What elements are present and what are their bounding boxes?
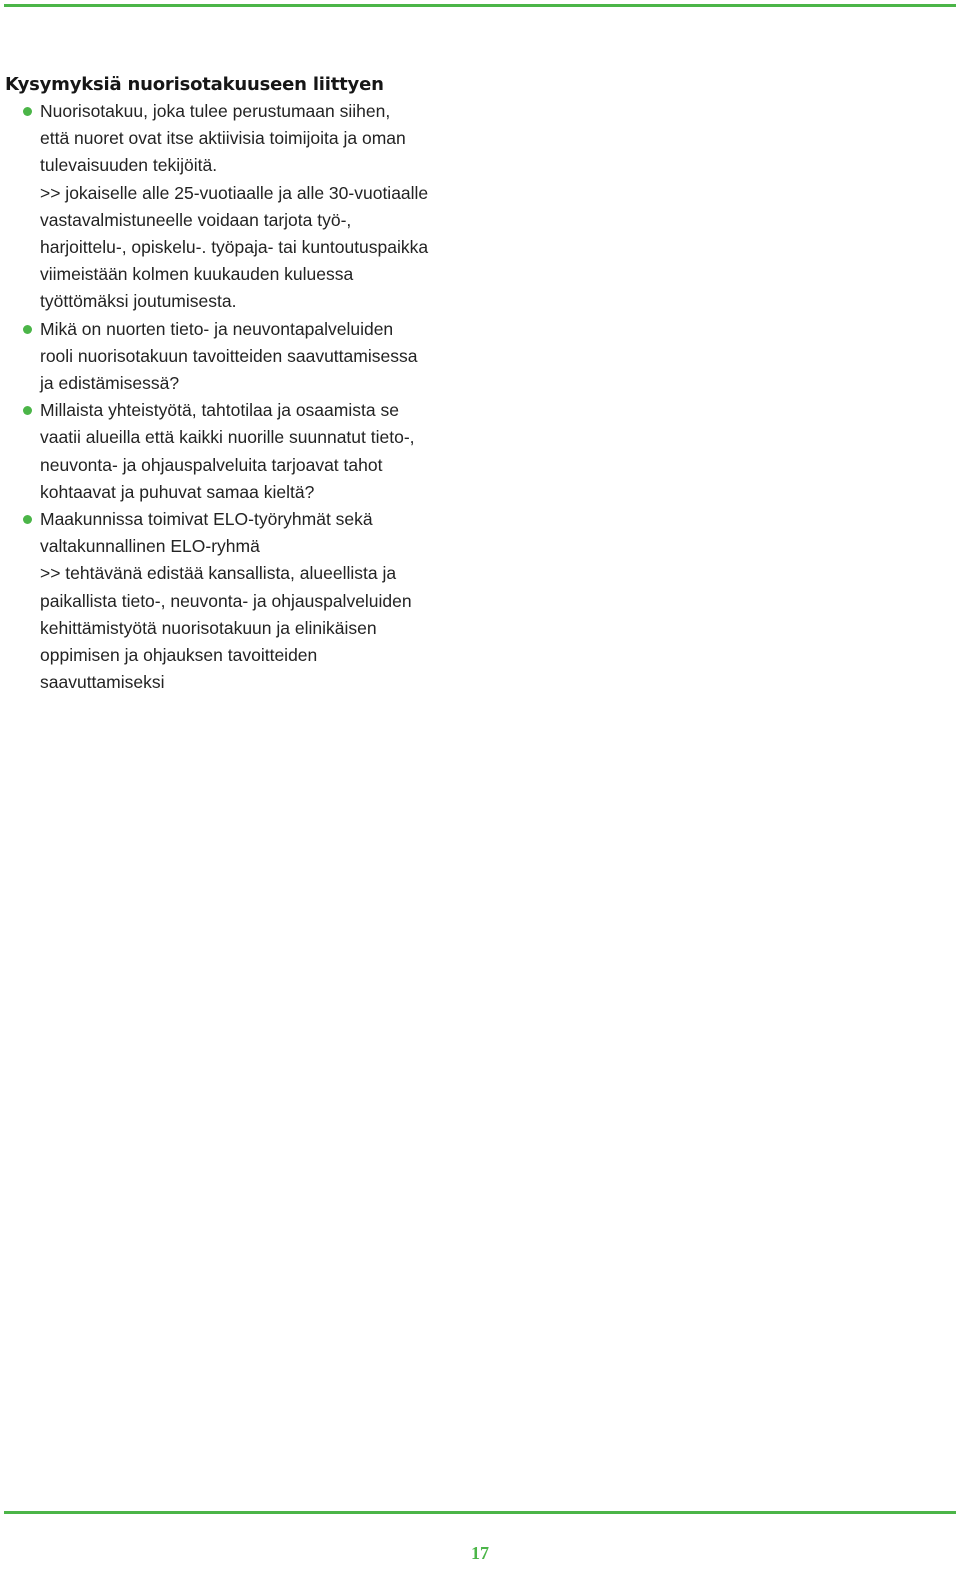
top-divider xyxy=(4,4,956,7)
list-item-line: ja edistämisessä? xyxy=(40,373,180,394)
section-heading: Kysymyksiä nuorisotakuuseen liittyen xyxy=(5,74,384,95)
list-item-line: >> jokaiselle alle 25-vuotiaalle ja alle 30-vuotiaalle xyxy=(40,182,429,203)
list-item-line: työttömäksi joutumisesta. xyxy=(40,291,237,312)
list-item xyxy=(5,506,475,696)
list-item-line: harjoittelu-, opiskelu-. työpaja- tai kuntoutuspaikka xyxy=(40,237,429,258)
list-item-line: >> tehtävänä edistää kansallista, alueellista ja xyxy=(40,563,397,584)
list-item-line: Mikä on nuorten tieto- ja neuvontapalveluiden xyxy=(40,318,394,339)
list-item-line: viimeistään kolmen kuukauden kuluessa xyxy=(40,264,354,285)
list-item-line: että nuoret ovat itse aktiivisia toimijoita ja oman xyxy=(40,128,406,149)
list-item-line: Millaista yhteistyötä, tahtotilaa ja osaamista se xyxy=(40,400,399,421)
list-item-line: vaatii alueilla että kaikki nuorille suunnatut tieto-, xyxy=(40,427,415,448)
list-item-line: paikallista tieto-, neuvonta- ja ohjauspalveluiden xyxy=(40,590,412,611)
list-item-line: rooli nuorisotakuun tavoitteiden saavuttamisessa xyxy=(40,345,418,366)
list-item-line: oppimisen ja ohjauksen tavoitteiden xyxy=(40,645,318,666)
list-item-line: Maakunnissa toimivat ELO-työryhmät sekä xyxy=(40,509,373,530)
bullet-icon xyxy=(23,325,32,334)
list-item-line: saavuttamiseksi xyxy=(40,672,165,693)
list-item xyxy=(5,397,475,506)
list-item xyxy=(5,316,475,398)
list-item-line: valtakunnallinen ELO-ryhmä xyxy=(40,536,260,557)
list-item-line: Nuorisotakuu, joka tulee perustumaan siihen, xyxy=(40,101,391,121)
question-list xyxy=(5,98,475,696)
bullet-icon xyxy=(23,406,32,415)
bullet-icon xyxy=(23,107,32,116)
list-item-line: neuvonta- ja ohjauspalveluita tarjoavat tahot xyxy=(40,454,383,475)
list-item-line: tulevaisuuden tekijöitä. xyxy=(40,155,218,176)
list-item-line: kohtaavat ja puhuvat samaa kieltä? xyxy=(40,481,315,502)
bullet-icon xyxy=(23,515,32,524)
page-number: 17 xyxy=(471,1543,489,1563)
list-item xyxy=(5,98,475,316)
list-item-line: kehittämistyötä nuorisotakuun ja elinikäisen xyxy=(40,617,377,638)
bottom-divider xyxy=(4,1511,956,1514)
page-content xyxy=(5,72,475,696)
list-item-line: vastavalmistuneelle voidaan tarjota työ-, xyxy=(40,209,352,230)
